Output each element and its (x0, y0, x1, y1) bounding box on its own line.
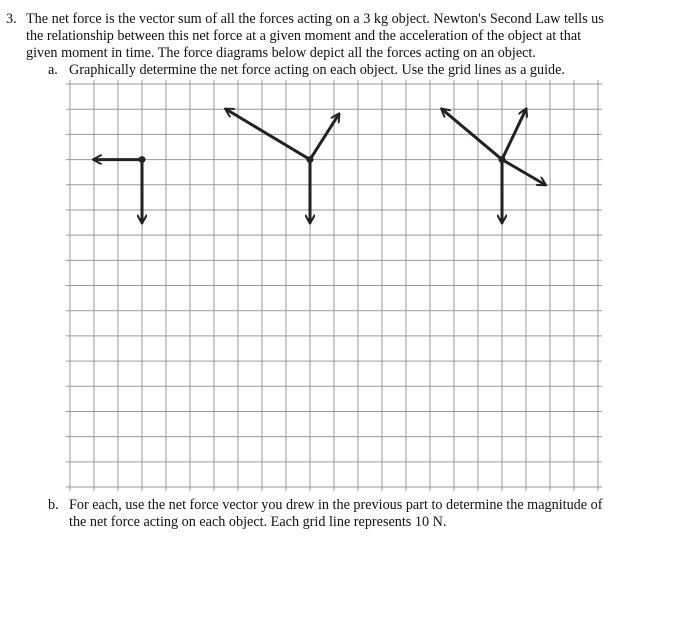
question-text-line-3: given moment in time. The force diagrams below depict all the forces acting on an object. (26, 45, 536, 61)
force-arrow-up-left (442, 109, 502, 159)
force-arrow-up-right (502, 109, 526, 159)
part-b-instruction-line-1: For each, use the net force vector you drew in the previous part to determine the magnitude of (69, 497, 603, 513)
question-text-line-1: The net force is the vector sum of all the forces acting on a 3 kg object. Newton's Second Law tells us (26, 11, 604, 27)
force-diagrams (94, 109, 545, 222)
part-b-instruction-line-2: the net force acting on each object. Each grid line represents 10 N. (69, 514, 447, 530)
diagram-1 (94, 156, 146, 222)
force-arrow-down-right (502, 160, 545, 185)
object-point (499, 156, 506, 163)
question-number: 3. (6, 11, 17, 27)
object-point (139, 156, 146, 163)
part-a-instruction: Graphically determine the net force acting on each object. Use the grid lines as a guide. (69, 62, 565, 78)
object-point (307, 156, 314, 163)
diagram-2 (226, 109, 339, 222)
part-b-label: b. (48, 497, 59, 513)
diagram-3 (442, 109, 545, 222)
question-text-line-2: the relationship between this net force at a given moment and the acceleration of the object at that (26, 28, 582, 44)
grid-lines (66, 80, 602, 491)
force-arrow-up-right (310, 114, 339, 159)
part-a-label: a. (48, 62, 58, 78)
force-arrow-up-left (226, 109, 310, 159)
